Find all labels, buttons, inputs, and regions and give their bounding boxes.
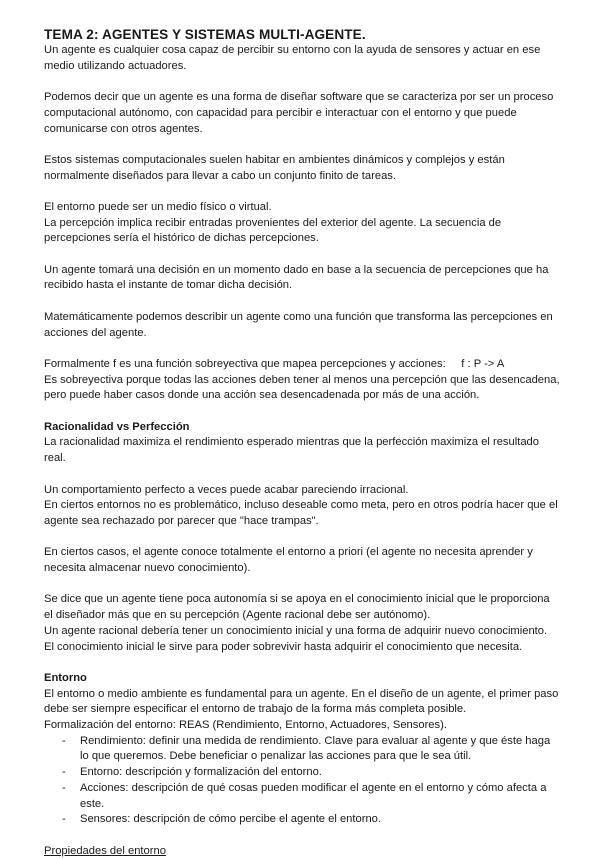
list-item-text: Sensores: descripción de cómo percibe el agente el entorno. xyxy=(80,813,382,826)
paragraph-autonomy: Se dice que un agente tiene poca autonomía si se apoya en el conocimiento inicial que le proporciona el diseñador más que en su percepción (Agente racional debe ser autónomo). xyxy=(44,593,550,622)
paragraph-computational-systems: Estos sistemas computacionales suelen habitar en ambientes dinámicos y complejos y están normalmente diseñados para llevar a cabo un conjunto finito de tareas. xyxy=(44,153,505,182)
bullet-dash: - xyxy=(62,766,66,779)
heading-propiedades: Propiedades del entorno xyxy=(44,844,166,857)
list-item xyxy=(44,765,560,781)
paragraph-entorno-fundamental: El entorno o medio ambiente es fundamental para un agente. En el diseño de un agente, el primer paso debe ser siempre especificar el entorno de trabajo de la forma más completa posible. xyxy=(44,687,559,716)
page-title: TEMA 2: AGENTES Y SISTEMAS MULTI-AGENTE. xyxy=(44,27,366,42)
paragraph-mathematical: Matemáticamente podemos describir un agente como una función que transforma las percepciones en acciones del agente. xyxy=(44,310,553,339)
reas-list xyxy=(44,734,560,828)
paragraph-environment: El entorno puede ser un medio físico o virtual. xyxy=(44,200,272,213)
list-item-text: Rendimiento: definir una medida de rendimiento. Clave para evaluar al agente y que éste haga lo que queremos. Debe beneficiar o penalizar las acciones para que le sea útil. xyxy=(80,734,551,763)
heading-racionalidad: Racionalidad vs Perfección xyxy=(44,420,190,433)
paragraph-perception: La percepción implica recibir entradas provenientes del exterior del agente. La secuencia de percepciones sería el histórico de dichas percepciones. xyxy=(44,216,502,245)
document-content xyxy=(44,27,560,859)
paragraph-a-priori: En ciertos casos, el agente conoce totalmente el entorno a priori (el agente no necesita aprender y necesita almacenar nuevo conocimiento). xyxy=(44,546,533,575)
bullet-dash: - xyxy=(62,813,66,826)
paragraph-rationality: La racionalidad maximiza el rendimiento esperado mientras que la perfección maximiza el resultado real. xyxy=(44,436,539,465)
bullet-dash: - xyxy=(62,781,66,794)
heading-entorno: Entorno xyxy=(44,671,87,684)
list-item xyxy=(44,781,560,812)
paragraph-agent-definition: Un agente es cualquier cosa capaz de percibir su entorno con la ayuda de sensores y actuar en ese medio utilizando actuadores. xyxy=(44,44,541,72)
bullet-dash: - xyxy=(62,734,66,747)
list-item-text: Acciones: descripción de qué cosas pueden modificar el agente en el entorno y cómo afecta a este. xyxy=(80,781,547,810)
paragraph-software-design: Podemos decir que un agente es una forma de diseñar software que se caracteriza por ser un proceso computacional autónomo, con capacidad para percibir e interactuar con el entorno y que puede comunicarse con otros agentes. xyxy=(44,91,554,135)
paragraph-surjective: Es sobreyectiva porque todas las acciones deben tener al menos una percepción que las desencadena, pero puede haber casos donde una acción sea desencadenada por más de una acción. xyxy=(44,373,560,402)
paragraph-reas: Formalización del entorno: REAS (Rendimiento, Entorno, Actuadores, Sensores). xyxy=(44,719,447,732)
list-item-text: Entorno: descripción y formalización del entorno. xyxy=(80,766,322,779)
paragraph-perfect-behaviour: Un comportamiento perfecto a veces puede acabar pareciendo irracional. xyxy=(44,483,409,496)
list-item xyxy=(44,734,560,765)
list-item xyxy=(44,812,560,828)
paragraph-decision: Un agente tomará una decisión en un momento dado en base a la secuencia de percepciones que ha recibido hasta el instante de tomar dicha decisión. xyxy=(44,263,549,292)
paragraph-environments: En ciertos entornos no es problemático, incluso deseable como meta, pero en otros podría hacer que el agente sea rechazado por parecer que "hace trampas". xyxy=(44,499,558,527)
paragraph-formal-function: Formalmente f es una función sobreyectiva que mapea percepciones y acciones: f : P -> A xyxy=(44,357,505,370)
paragraph-initial-knowledge: Un agente racional debería tener un conocimiento inicial y una forma de adquirir nuevo conocimiento. El conocimiento inicial le sirve para poder sobrevivir hasta adquirir el conocimiento que necesita. xyxy=(44,624,548,653)
